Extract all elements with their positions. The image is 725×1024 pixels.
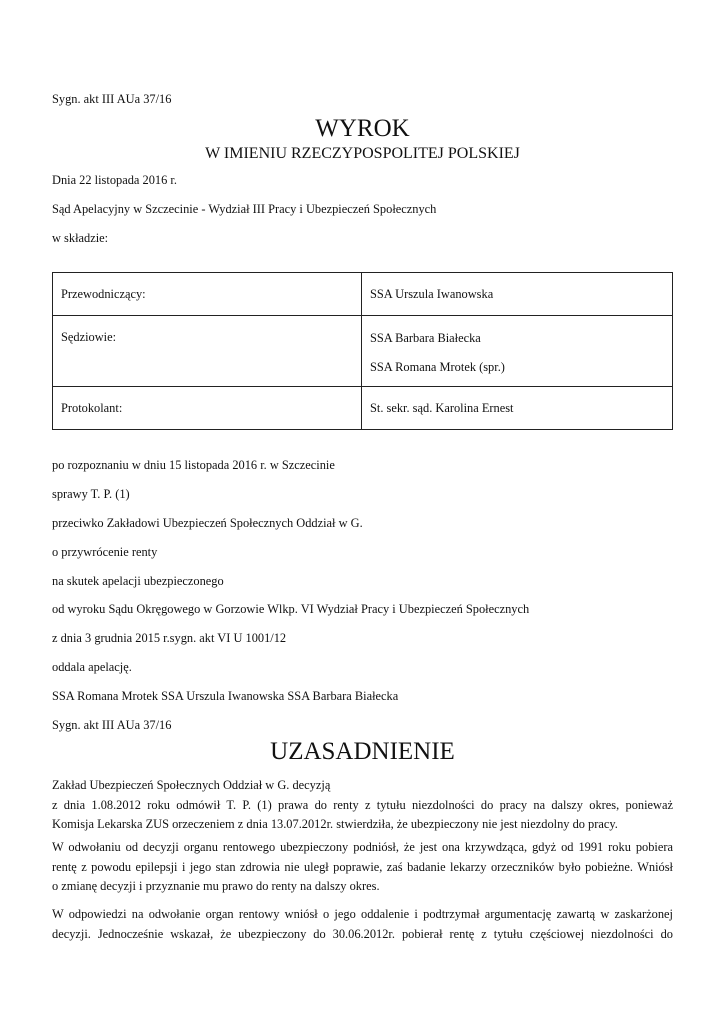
presiding-label: Przewodniczący: xyxy=(53,273,362,316)
case-signature-bottom: Sygn. akt III AUa 37/16 xyxy=(52,718,172,732)
paragraph-line: Zakład Ubezpieczeń Społecznych Oddział w G. decyzją xyxy=(52,778,331,792)
case-signature-top: Sygn. akt III AUa 37/16 xyxy=(52,92,172,106)
paragraph-line: W odwołaniu od decyzji organu rentowego ubezpieczony podniósł, że jest ona krzywdząca, gdyż od 1991 roku pobiera xyxy=(52,840,673,854)
proceedings-line: oddala apelację. xyxy=(52,660,132,674)
justification-paragraph xyxy=(52,905,673,944)
proceedings-line: przeciwko Zakładowi Ubezpieczeń Społecznych Oddział w G. xyxy=(52,516,363,530)
judge-name: SSA Barbara Białecka xyxy=(370,331,481,345)
proceedings-line: o przywrócenie renty xyxy=(52,545,158,559)
proceedings-line: na skutek apelacji ubezpieczonego xyxy=(52,574,224,588)
judgment-subtitle: W IMIENIU RZECZYPOSPOLITEJ POLSKIEJ xyxy=(205,145,520,162)
table-row xyxy=(53,387,673,430)
clerk-label: Protokolant: xyxy=(53,387,362,430)
paragraph-line: o zmianę decyzji i przyznanie mu prawo do renty na dalszy okres. xyxy=(52,879,380,893)
proceedings-line: po rozpoznaniu w dniu 15 listopada 2016 r. w Szczecinie xyxy=(52,458,335,472)
proceedings-line: sprawy T. P. (1) xyxy=(52,487,130,501)
table-row xyxy=(53,316,673,387)
justification-title: UZASADNIENIE xyxy=(270,738,455,765)
judges-cell xyxy=(362,316,673,387)
paragraph-line: W odpowiedzi na odwołanie organ rentowy wniósł o jego oddalenie i podtrzymał argumentację zawartą w zaskarżonej xyxy=(52,907,673,921)
court-name: Sąd Apelacyjny w Szczecinie - Wydział III Pracy i Ubezpieczeń Społecznych xyxy=(52,202,437,216)
paragraph-line: decyzji. Jednocześnie wskazał, że ubezpieczony do 30.06.2012r. pobierał rentę z tytułu częściowej niezdolności do xyxy=(52,926,673,941)
judge-name: SSA Romana Mrotek (spr.) xyxy=(370,360,505,374)
judgment-title: WYROK xyxy=(315,115,410,142)
justification-paragraph xyxy=(52,776,673,835)
judges-label: Sędziowie: xyxy=(53,316,362,387)
paragraph-line: Komisja Lekarska ZUS orzeczeniem z dnia 13.07.2012r. stwierdziła, że ubezpieczony nie jest niezdolny do pracy. xyxy=(52,817,618,831)
justification-paragraph xyxy=(52,838,673,897)
presiding-name: SSA Urszula Iwanowska xyxy=(362,273,673,316)
paragraph-line: rentę z powodu epilepsji i jego stan zdrowia nie uległ poprawie, zaś badanie lekarzy orzeczników było pobieżne. Wniósł xyxy=(52,859,673,874)
proceedings-line: z dnia 3 grudnia 2015 r.sygn. akt VI U 1001/12 xyxy=(52,631,287,645)
composition-table xyxy=(52,272,673,430)
table-row xyxy=(53,273,673,316)
judges-signatures: SSA Romana Mrotek SSA Urszula Iwanowska SSA Barbara Białecka xyxy=(52,689,399,703)
composition-intro: w składzie: xyxy=(52,231,109,245)
clerk-name: St. sekr. sąd. Karolina Ernest xyxy=(362,387,673,430)
proceedings-line: od wyroku Sądu Okręgowego w Gorzowie Wlkp. VI Wydział Pracy i Ubezpieczeń Społecznych xyxy=(52,602,530,616)
paragraph-line: z dnia 1.08.2012 roku odmówił T. P. (1) prawa do renty z tytułu niezdolności do pracy na dalszy okres, ponieważ xyxy=(52,797,673,812)
judgment-date: Dnia 22 listopada 2016 r. xyxy=(52,173,177,187)
